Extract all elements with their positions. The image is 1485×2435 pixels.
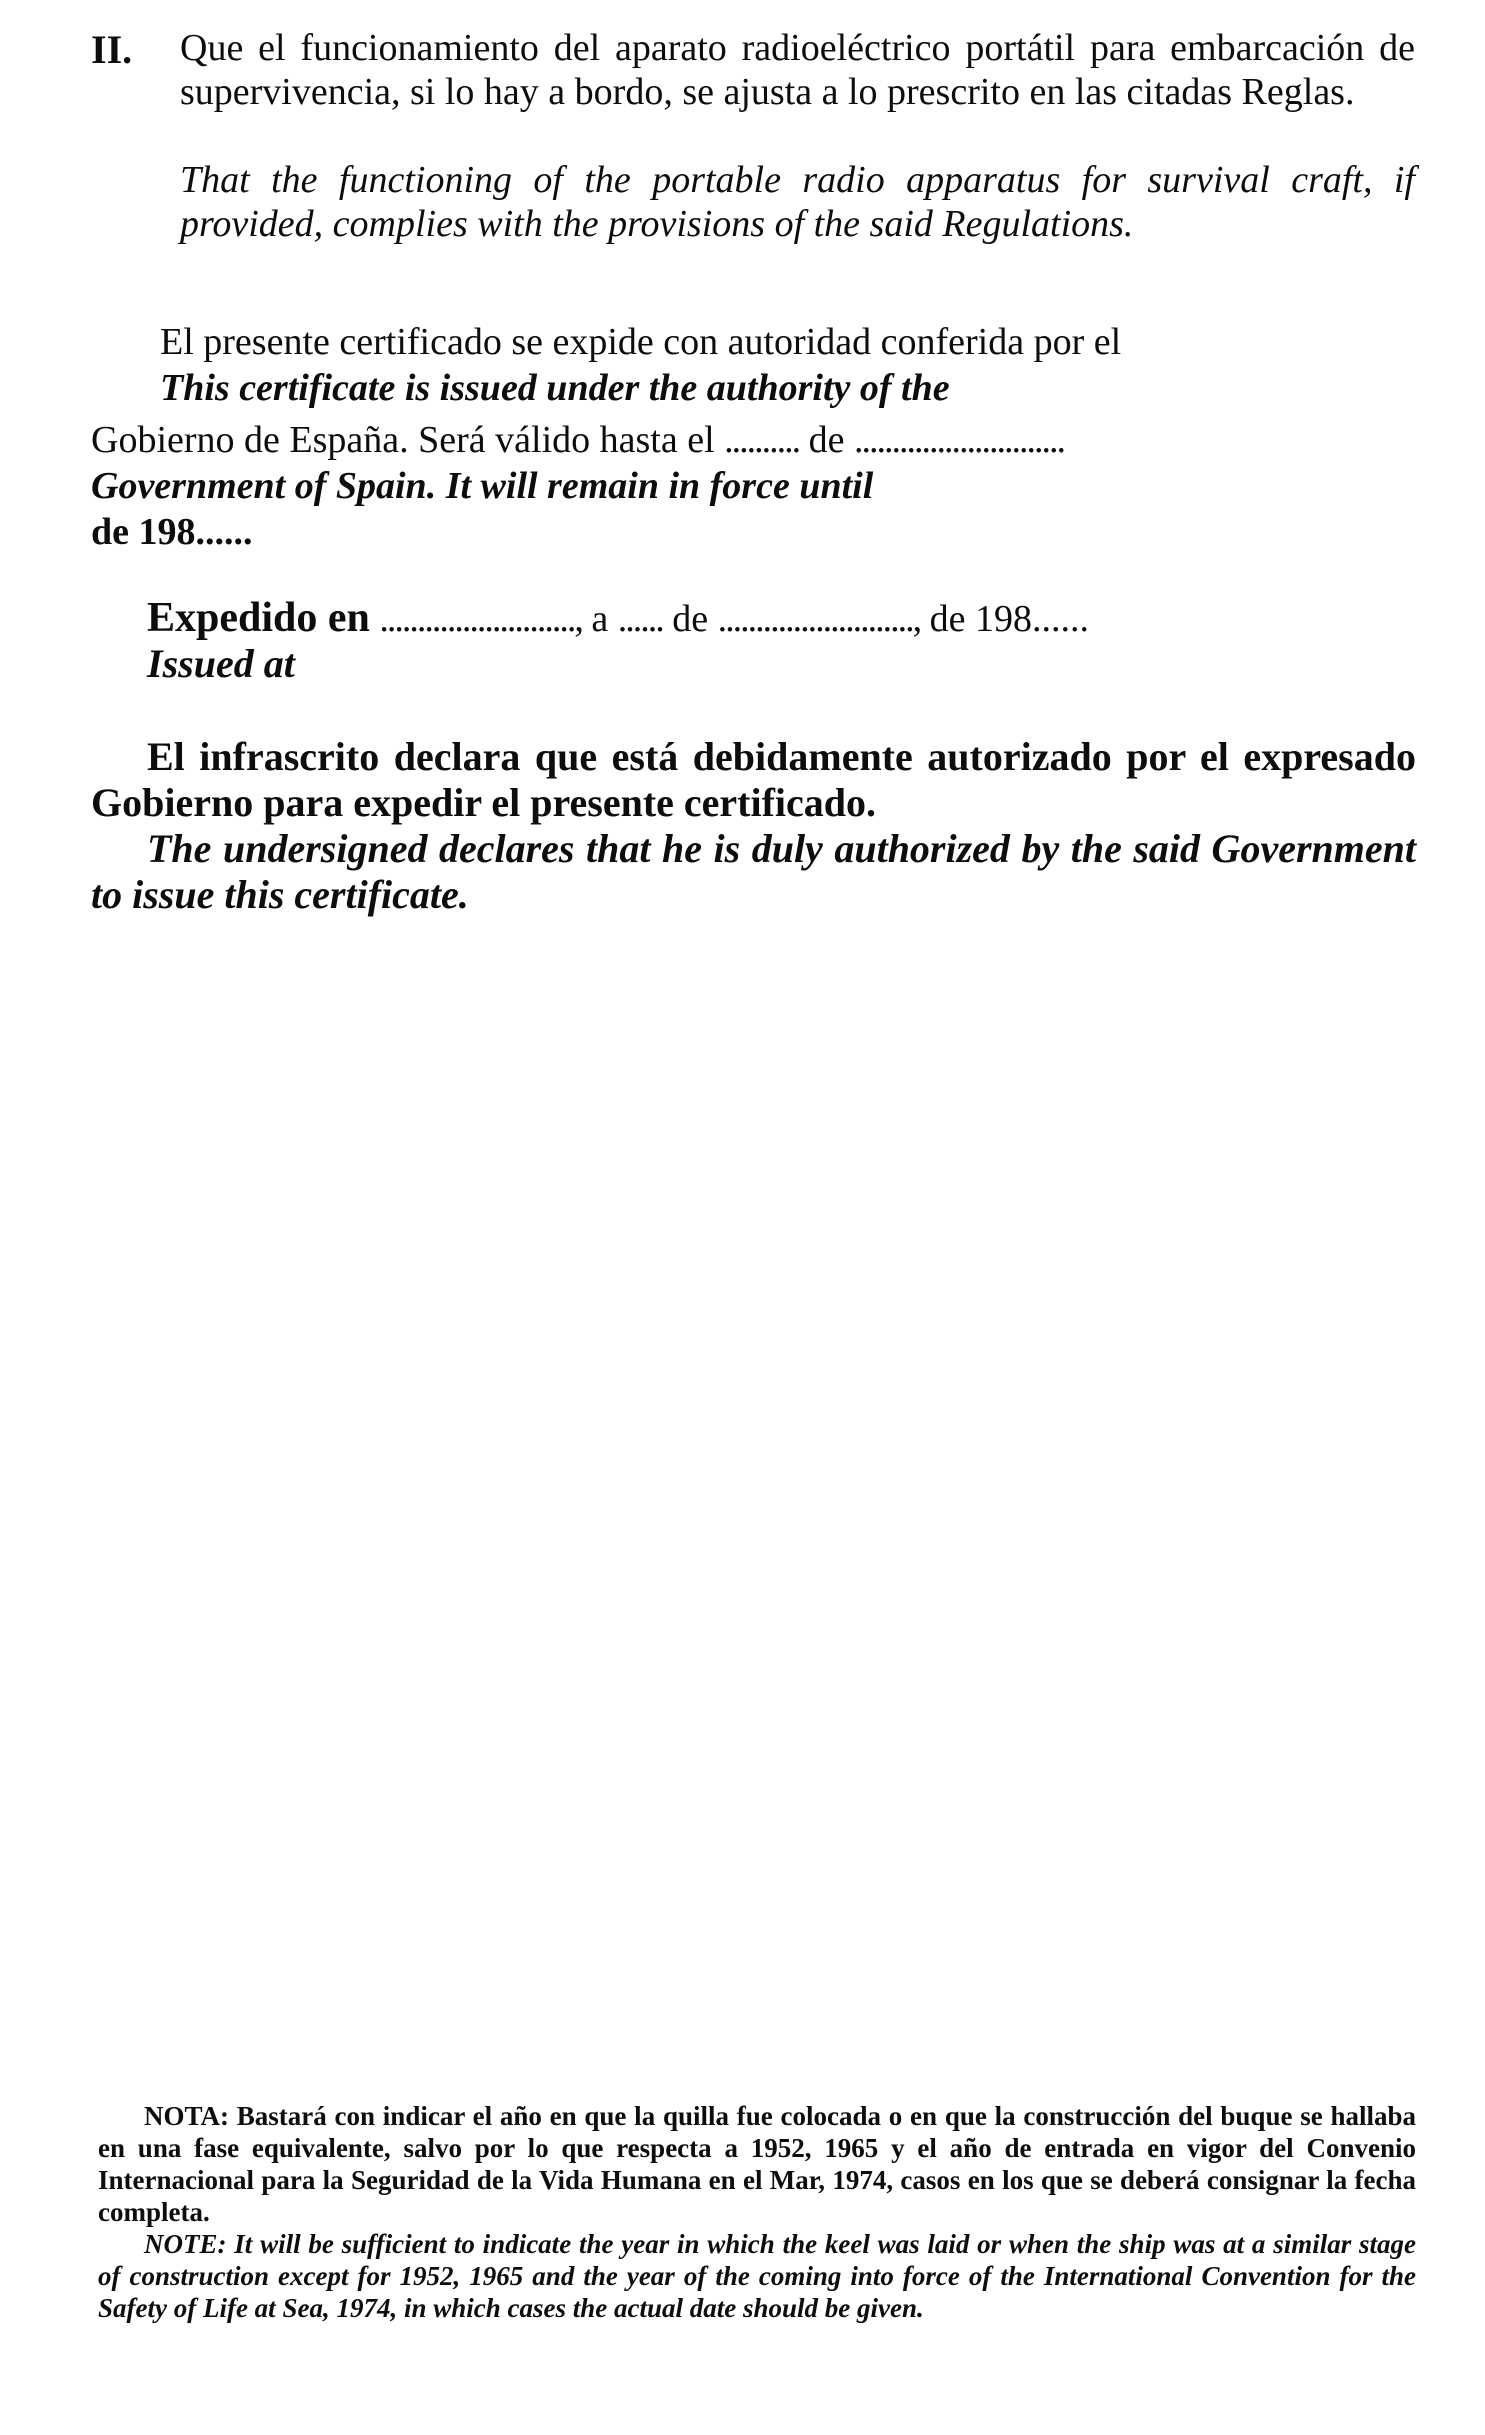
validity-day-blank: .......... [724, 419, 800, 461]
authority-english-line-2: Government of Spain. It will remain in force until [91, 465, 874, 507]
authority-spanish-line-1: El presente certificado se expide con autoridad conferida por el [160, 321, 1122, 363]
issued-a: a [591, 598, 609, 640]
authority-year-line: de 198...... [91, 511, 253, 553]
issued-de: de [672, 598, 709, 640]
note-label-spanish: NOTA: [144, 2101, 229, 2131]
validity-text: Gobierno de España. Será válido hasta el [91, 419, 715, 461]
note-text-spanish: Bastará con indicar el año en que la quilla fue colocada o en que la construcción del buque se hallaba en una fase equivalente, salvo por lo que respecta a 1952, 1965 y el año de entrada en vigor del Convenio Internacional para la Seguridad de la Vida Humana en el Mar, 1974, casos en los que se deberá consignar la fecha completa. [98, 2101, 1417, 2227]
issued-month-blank: .........................., [717, 598, 921, 640]
issued-label: Expedido en [147, 595, 370, 641]
note-spanish [98, 2100, 1416, 2228]
issued-year: de 198...... [929, 598, 1090, 640]
section-ii-spanish-text: Que el funcionamiento del aparato radioeléctrico portátil para embarcación de supervivencia, si lo hay a bordo, se ajusta a lo prescrito en las citadas Reglas. [180, 27, 1415, 113]
authority-spanish-line-2 [91, 418, 1064, 462]
issued-label-english: Issued at [147, 641, 295, 686]
validity-de: de [808, 419, 845, 461]
authority-english-line-1: This certificate is issued under the authority of the [160, 367, 950, 409]
issued-place-blank: .........................., [379, 598, 582, 640]
declaration-spanish: El infrascrito declara que está debidamente autorizado por el expresado Gobierno para expedir el presente certificado. [91, 734, 1416, 825]
section-ii-english-text: That the functioning of the portable radio apparatus for survival craft, if provided, complies with the provisions of the said Regulations. [180, 159, 1415, 245]
issued-day-blank: ...... [617, 598, 663, 640]
issued-line-spanish [147, 596, 1089, 641]
declaration-english: The undersigned declares that he is duly authorized by the said Government to issue this certificate. [91, 826, 1416, 917]
note-english [98, 2228, 1416, 2324]
note-text-english: It will be sufficient to indicate the year in which the keel was laid or when the ship was at a similar stage of construction except for 1952, 1965 and the year of the coming into force of the International Convention for the Safety of Life at Sea, 1974, in which cases the actual date should be given. [98, 2229, 1416, 2323]
section-number: II. [91, 27, 133, 72]
note-label-english: NOTE: [144, 2229, 227, 2259]
validity-month-blank: ............................ [854, 419, 1064, 461]
